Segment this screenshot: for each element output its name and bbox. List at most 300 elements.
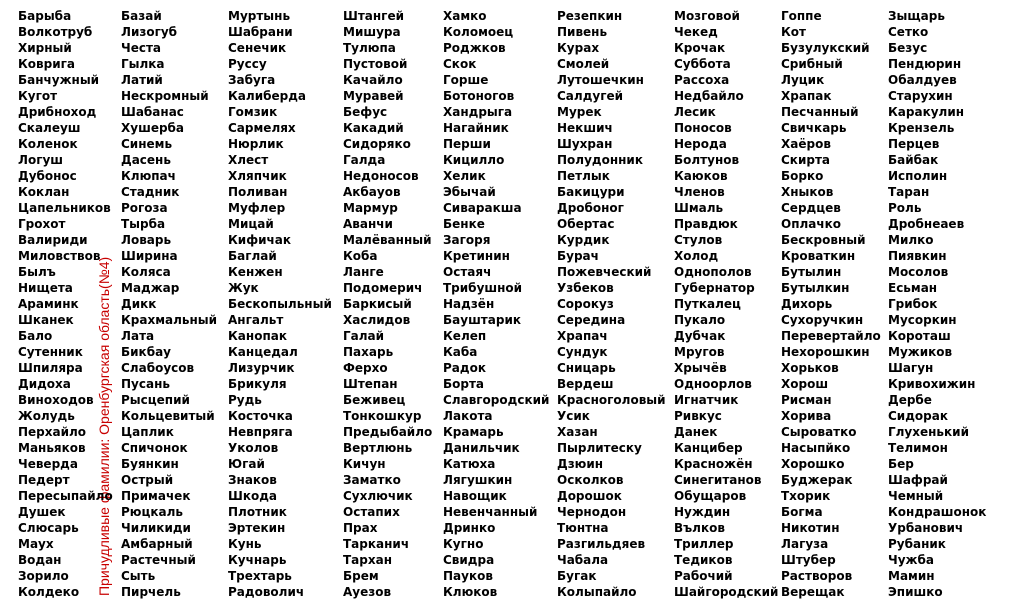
surname-entry: Амбарный [121,537,193,551]
surname-entry: Надзён [443,297,495,311]
surname-entry: Скок [443,57,477,71]
surname-entry: Данильчик [443,441,520,455]
surname-entry: Душек [18,505,66,519]
surname-entry: Мосолов [888,265,949,279]
surname-entry: Богма [781,505,823,519]
surname-entry: Вердеш [557,377,614,391]
surname-entry: Петлык [557,169,610,183]
surname-entry: Однополов [674,265,752,279]
surname-entry: Коба [343,249,378,263]
surname-entry: Лесик [674,105,716,119]
surname-entry: Сармелях [228,121,296,135]
surname-entry: Ривкус [674,409,722,423]
surname-entry: Миловствов [18,249,101,263]
surname-entry: Бало [18,329,53,343]
surname-entry: Маньяков [18,441,86,455]
surname-entry: Штубер [781,553,836,567]
surname-entry: Усик [557,409,590,423]
surname-entry: Урбанович [888,521,964,535]
surname-entry: Бескровный [781,233,866,247]
surname-entry: Знаков [228,473,277,487]
surname-entry: Загоря [443,233,491,247]
surname-entry: Нехорошкин [781,345,870,359]
surname-entry: Нищета [18,281,73,295]
surname-entry: Чеверда [18,457,78,471]
surname-entry: Салдугей [557,89,624,103]
surname-entry: Недбайло [674,89,744,103]
surname-entry: Нагайник [443,121,509,135]
surname-entry: Дробоног [557,201,624,215]
surname-entry: Пустовой [343,57,408,71]
surname-entry: Мицай [228,217,274,231]
surname-entry: Хаслидов [343,313,411,327]
surname-entry: Роль [888,201,922,215]
surname-entry: Сенечик [228,41,287,55]
surname-entry: Беживец [343,393,406,407]
surname-entry: Сетко [888,25,929,39]
surname-entry: Кугот [18,89,58,103]
surname-entry: Бенке [443,217,485,231]
surname-entry: Сыроватко [781,425,857,439]
surname-entry: Лизогуб [121,25,178,39]
surname-entry: Югай [228,457,265,471]
surname-entry: Борко [781,169,824,183]
surname-entry: Пахарь [343,345,394,359]
surname-entry: Синемь [121,137,173,151]
surname-entry: Кроваткин [781,249,856,263]
surname-entry: Красноголовый [557,393,666,407]
surname-entry: Курах [557,41,600,55]
surname-entry: Крамарь [443,425,504,439]
surname-entry: Рассоха [674,73,730,87]
surname-entry: Трибушной [443,281,523,295]
surname-entry: Тедиков [674,553,733,567]
surname-entry: Дубонос [18,169,77,183]
surname-entry: Безус [888,41,928,55]
surname-entry: Бефус [343,105,388,119]
surname-entry: Буджерак [781,473,853,487]
surname-entry: Маджар [121,281,180,295]
surname-entry: Чекед [674,25,718,39]
surname-entry: Сердцев [781,201,841,215]
surname-entry: Чемный [888,489,944,503]
surname-entry: Узбеков [557,281,614,295]
surname-entry: Хамко [443,9,487,23]
surname-entry: Храпач [557,329,608,343]
surname-entry: Дихорь [781,297,833,311]
surname-entry: Ланге [343,265,384,279]
surname-entry: Акбауов [343,185,401,199]
surname-entry: Болтунов [674,153,740,167]
surname-entry: Барыба [18,9,72,23]
surname-entry: Коломоец [443,25,514,39]
surname-entry: Радок [443,361,486,375]
surname-entry: Штепан [343,377,398,391]
surname-entry: Рисман [781,393,832,407]
surname-entry: Дубчак [674,329,726,343]
surname-entry: Спичонок [121,441,188,455]
surname-entry: Перцев [888,137,940,151]
surname-entry: Борта [443,377,485,391]
surname-entry: Волкотруб [18,25,93,39]
surname-entry: Мругов [674,345,725,359]
surname-entry: Хныков [781,185,834,199]
surname-entry: Пауков [443,569,493,583]
surname-entry: Синегитанов [674,473,762,487]
surname-entry: Кретинин [443,249,510,263]
surname-entry: Сыть [121,569,156,583]
surname-entry: Хорьков [781,361,839,375]
surname-entry: Плотник [228,505,287,519]
surname-entry: Телимон [888,441,948,455]
surname-entry: Милко [888,233,934,247]
surname-entry: Старухин [888,89,953,103]
surname-entry: Суббота [674,57,731,71]
surname-entry: Каюков [674,169,728,183]
surname-entry: Забуга [228,73,276,87]
surname-entry: Калиберда [228,89,306,103]
surname-entry: Подомерич [343,281,423,295]
surname-entry: Хорош [781,377,829,391]
surname-entry: Шафрай [888,473,948,487]
surname-entry: Радоволич [228,585,305,599]
surname-entry: Сницарь [557,361,616,375]
surname-entry: Пивень [557,25,608,39]
surname-entry: Тарканич [343,537,410,551]
surname-entry: Правдюк [674,217,738,231]
surname-entry: Пожевческий [557,265,652,279]
surname-entry: Баглай [228,249,277,263]
surname-entry: Триллер [674,537,734,551]
surname-entry: Тархан [343,553,393,567]
surname-entry: Хлест [228,153,269,167]
surname-entry: Араминк [18,297,79,311]
surname-entry: Ловарь [121,233,172,247]
surname-entry: Пусань [121,377,170,391]
surname-entry: Шабрани [228,25,293,39]
surname-entry: Чернодон [557,505,627,519]
surname-entry: Грохот [18,217,66,231]
surname-entry: Эртекин [228,521,286,535]
surname-entry: Ангальт [228,313,284,327]
surname-entry: Штангей [343,9,404,23]
surname-entry: Баркисый [343,297,412,311]
surname-entry: Былъ [18,265,56,279]
surname-entry: Шмаль [674,201,724,215]
surname-entry: Бескопыльный [228,297,332,311]
surname-entry: Лутошечкин [557,73,644,87]
surname-entry: Дробнеаев [888,217,965,231]
surname-entry: Цапельников [18,201,111,215]
surname-entry: Колдеко [18,585,80,599]
surname-entry: Ауезов [343,585,392,599]
surname-entry: Исполин [888,169,948,183]
surname-entry: Ботоногов [443,89,515,103]
surname-entry: Гоппе [781,9,822,23]
surname-entry: Невенчанный [443,505,538,519]
surname-entry: Заматко [343,473,401,487]
surname-entry: Нюрлик [228,137,284,151]
surname-entry: Шухран [557,137,613,151]
surname-entry: Свичкарь [781,121,847,135]
surname-entry: Гомзик [228,105,278,119]
surname-entry: Прах [343,521,378,535]
surname-entry: Храпак [781,89,832,103]
surname-entry: Дасень [121,153,171,167]
surname-entry: Сидоряко [343,137,411,151]
surname-entry: Поносов [674,121,732,135]
surname-column-5 [443,8,549,600]
surname-entry: Остаяч [443,265,492,279]
surname-entry: Осколков [557,473,624,487]
surname-entry: Холод [674,249,719,263]
surname-entry: Сидорак [888,409,948,423]
surname-entry: Каба [443,345,478,359]
surname-entry: Насыпйко [781,441,851,455]
surname-entry: Кот [781,25,807,39]
surname-entry: Хирный [18,41,72,55]
surname-entry: Муравей [343,89,404,103]
surname-entry: Логуш [18,153,64,167]
surname-entry: Середина [557,313,626,327]
surname-entry: Педерт [18,473,70,487]
surname-entry: Лагуза [781,537,829,551]
surname-entry: Оплачко [781,217,842,231]
surname-entry: Кучнарь [228,553,287,567]
surname-column-9 [888,8,986,600]
surname-entry: Грибок [888,297,938,311]
surname-entry: Кицилло [443,153,505,167]
surname-entry: Рысцепий [121,393,190,407]
surname-entry: Муфлер [228,201,286,215]
surname-entry: Байбак [888,153,939,167]
surname-entry: Кенжен [228,265,283,279]
surname-entry: Шкода [228,489,278,503]
surname-entry: Шпиляра [18,361,83,375]
surname-entry: Эбычай [443,185,496,199]
surname-entry: Кондрашонок [888,505,987,519]
surname-entry: Тулюпа [343,41,396,55]
surname-entry: Чабала [557,553,609,567]
surname-entry: Тырба [121,217,166,231]
surname-entry: Честа [121,41,162,55]
surname-entry: Ширина [121,249,178,263]
surname-entry: Нескромный [121,89,209,103]
surname-entry: Водан [18,553,62,567]
surname-entry: Перевертайло [781,329,881,343]
surname-entry: Остапих [343,505,400,519]
surname-entry: Дербе [888,393,932,407]
surname-entry: Роджков [443,41,506,55]
surname-entry: Бакицури [557,185,625,199]
surname-entry: Крензель [888,121,955,135]
surname-entry: Канцедал [228,345,298,359]
surname-entry: Крочак [674,41,726,55]
surname-entry: Хрычёв [674,361,727,375]
surname-entry: Банчужный [18,73,100,87]
surname-entry: Хазан [557,425,598,439]
surname-entry: Хляпчик [228,169,287,183]
surname-entry: Канопак [228,329,287,343]
surname-entry: Навощик [443,489,507,503]
surname-entry: Одноорлов [674,377,752,391]
surname-entry: Горше [443,73,489,87]
surname-column-4 [343,8,432,600]
surname-entry: Шагун [888,361,934,375]
surname-entry: Дидоха [18,377,71,391]
surname-entry: Шабанас [121,105,184,119]
surname-entry: Дорошок [557,489,622,503]
surname-entry: Жолудь [18,409,75,423]
surname-entry: Рюцкаль [121,505,183,519]
vertical-title: Причудливые фамилии: Оренбургская область(№4) [96,256,112,596]
surname-entry: Кривохижин [888,377,976,391]
surname-entry: Нерода [674,137,727,151]
surname-entry: Данек [674,425,718,439]
surname-entry: Резепкин [557,9,623,23]
surname-entry: Дринко [443,521,496,535]
surname-entry: Пирчель [121,585,181,599]
surname-entry: Сундук [557,345,608,359]
surname-entry: Рудь [228,393,262,407]
surname-entry: Дрибноход [18,105,97,119]
surname-entry: Скалеуш [18,121,81,135]
surname-entry: Полудонник [557,153,643,167]
surname-entry: Бикбау [121,345,171,359]
surname-column-2 [121,8,217,600]
surname-column-1 [18,8,113,600]
surname-entry: Кольцевитый [121,409,215,423]
surname-entry: Дзюин [557,457,604,471]
surname-entry: Зорило [18,569,69,583]
surname-entry: Гылка [121,57,165,71]
surname-entry: Жук [228,281,259,295]
surname-entry: Рабочий [674,569,733,583]
surname-entry: Мозговой [674,9,740,23]
surname-entry: Бутылкин [781,281,850,295]
surname-entry: Предыбайло [343,425,433,439]
surname-entry: Хаёров [781,137,831,151]
surname-entry: Мишура [343,25,401,39]
surname-entry: Маух [18,537,54,551]
surname-entry: Галда [343,153,386,167]
surname-entry: Мужиков [888,345,953,359]
surname-entry: Перши [443,137,491,151]
surname-entry: Коленок [18,137,78,151]
surname-entry: Рубаник [888,537,946,551]
surname-entry: Коляса [121,265,171,279]
surname-entry: Бурач [557,249,599,263]
surname-entry: Хорива [781,409,832,423]
surname-entry: Таран [888,185,930,199]
surname-entry: Трехтарь [228,569,292,583]
surname-entry: Примачек [121,489,191,503]
surname-entry: Аванчи [343,217,393,231]
surname-entry: Мармур [343,201,398,215]
surname-entry: Пиявкин [888,249,947,263]
surname-entry: Кунь [228,537,262,551]
surname-entry: Клюков [443,585,498,599]
surname-entry: Некшич [557,121,613,135]
surname-entry: Мурек [557,105,602,119]
surname-entry: Славгородский [443,393,550,407]
surname-entry: Малёванный [343,233,432,247]
surname-entry: Песчанный [781,105,859,119]
surname-entry: Рогоза [121,201,168,215]
surname-entry: Пукало [674,313,726,327]
surname-entry: Чиликиди [121,521,191,535]
surname-entry: Растечный [121,553,196,567]
surname-entry: Келеп [443,329,487,343]
surname-entry: Кугно [443,537,484,551]
surname-entry: Мусоркин [888,313,957,327]
surname-entry: Разгильдяев [557,537,646,551]
surname-entry: Хелик [443,169,486,183]
surname-entry: Лизурчик [228,361,295,375]
surname-entry: Обалдуев [888,73,957,87]
surname-entry: Бугак [557,569,597,583]
surname-entry: Недоносов [343,169,419,183]
surname-entry: Ферхо [343,361,388,375]
surname-entry: Катюха [443,457,496,471]
surname-entry: Брикуля [228,377,287,391]
surname-entry: Лата [121,329,155,343]
surname-entry: Шканек [18,313,74,327]
surname-entry: Короташ [888,329,951,343]
surname-entry: Тонкошкур [343,409,422,423]
surname-column-8 [781,8,881,600]
surname-entry: Скирта [781,153,831,167]
surname-entry: Уколов [228,441,279,455]
surname-entry: Тюнтна [557,521,609,535]
surname-entry: Какадий [343,121,404,135]
surname-entry: Бер [888,457,914,471]
surname-entry: Сорокуз [557,297,614,311]
surname-entry: Пендюрин [888,57,962,71]
surname-entry: Губернатор [674,281,755,295]
surname-entry: Каракулин [888,105,965,119]
surname-entry: Латий [121,73,163,87]
surname-entry: Качайло [343,73,403,87]
surname-entry: Шайгородский [674,585,779,599]
surname-entry: Обущаров [674,489,747,503]
surname-entry: Слабоусов [121,361,195,375]
surname-entry: Бауштарик [443,313,522,327]
surname-entry: Сухоручкин [781,313,864,327]
surname-entry: Хорошко [781,457,845,471]
surname-entry: Поливан [228,185,288,199]
surname-entry: Верещак [781,585,845,599]
surname-entry: Колыпайло [557,585,637,599]
surname-entry: Кифичак [228,233,292,247]
surname-entry: Свидра [443,553,495,567]
surname-entry: Хушерба [121,121,185,135]
surname-entry: Обертас [557,217,615,231]
surname-entry: Глухенький [888,425,969,439]
surname-column-3 [228,8,332,600]
surname-entry: Тхорик [781,489,831,503]
surname-entry: Путкалец [674,297,741,311]
surname-entry: Канцибер [674,441,743,455]
surname-column-6 [557,8,666,600]
surname-entry: Мамин [888,569,935,583]
surname-entry: Смолей [557,57,610,71]
surname-entry: Коклан [18,185,70,199]
surname-entry: Игнатчик [674,393,739,407]
surname-entry: Галай [343,329,385,343]
surname-entry: Красножён [674,457,753,471]
surname-entry: Косточка [228,409,293,423]
